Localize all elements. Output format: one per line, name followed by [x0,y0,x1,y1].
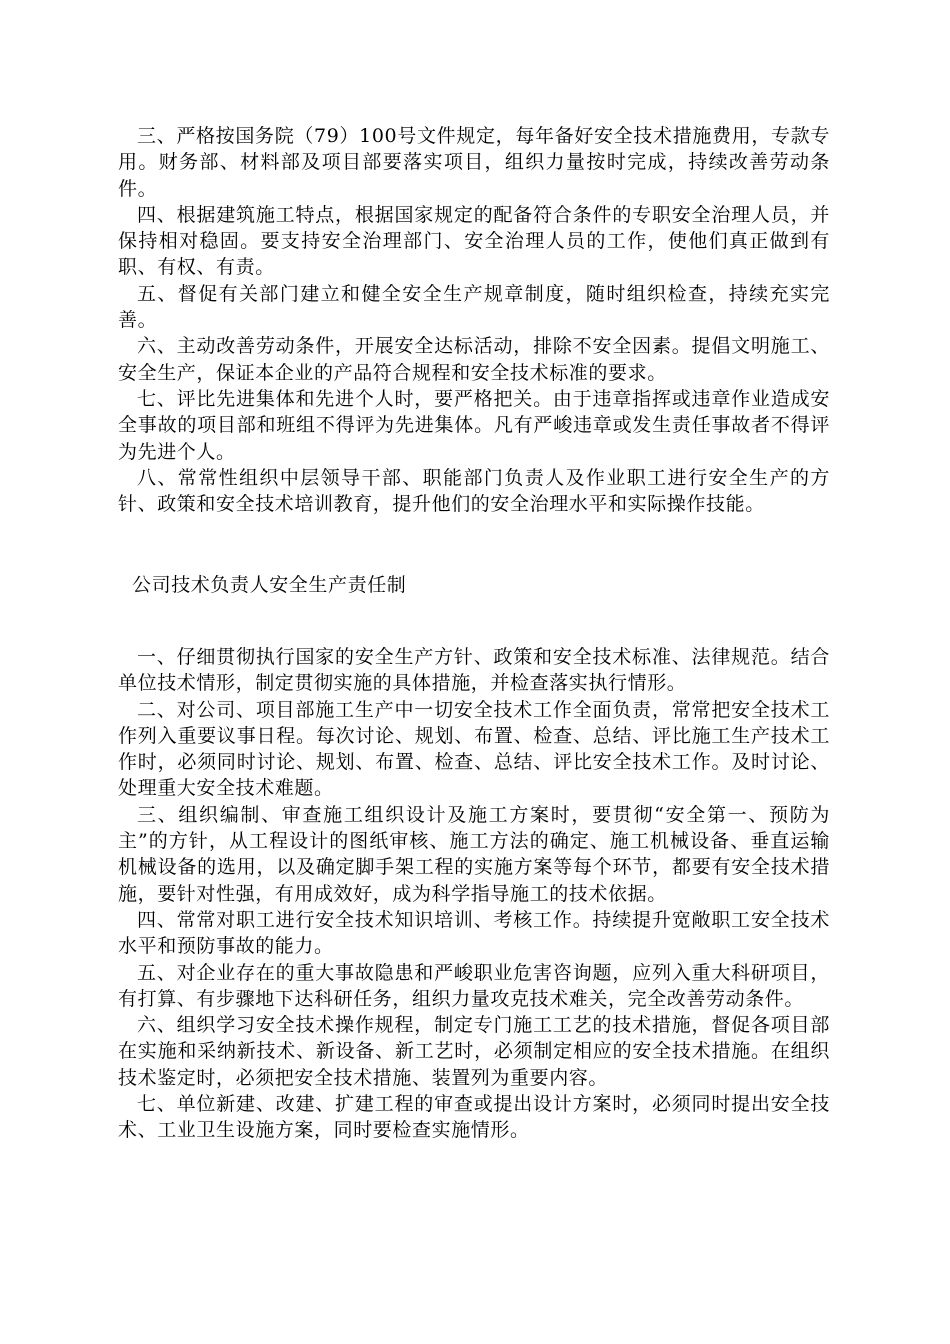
paragraph-item-1: 一、仔细贯彻执行国家的安全生产方针、政策和安全技术标准、法律规范。结合单位技术情形，制定贯彻实施的具体措施，并检查落实执行情形。 [118,646,830,695]
paragraph-item-3: 三、组织编制、审查施工组织设计及施工方案时，要贯彻“安全第一、预防为主”的方针，从工程设计的图纸审核、施工方法的确定、施工机械设备、垂直运输机械设备的选用，以及确定脚手架工程的实施方案等每个环节，都要有安全技术措施，要针对性强，有用成效好，成为科学指导施工的技术依据。 [118,803,830,905]
responsibility-list-part-1 [118,123,830,517]
paragraph-item-8: 八、常常性组织中层领导干部、职能部门负责人及作业职工进行安全生产的方针、政策和安全技术培训教育，提升他们的安全治理水平和实际操作技能。 [118,466,830,516]
paragraph-item-3: 三、严格按国务院（79）100号文件规定，每年备好安全技术措施费用，专款专用。财务部、材料部及项目部要落实项目，组织力量按时完成，持续改善劳动条件。 [118,125,830,200]
paragraph-item-5: 五、对企业存在的重大事故隐患和严峻职业危害咨询题，应列入重大科研项目，有打算、有步骤地下达科研任务，组织力量攻克技术难关，完全改善劳动条件。 [118,961,830,1010]
responsibility-list-part-2 [118,644,830,1144]
paragraph-item-4: 四、常常对职工进行安全技术知识培训、考核工作。持续提升宽敞职工安全技术水平和预防事故的能力。 [118,908,830,958]
paragraph-item-7: 七、评比先进集体和先进个人时，要严格把关。由于违章指挥或违章作业造成安全事故的项目部和班组不得评为先进集体。凡有严峻违章或发生责任事故者不得评为先进个人。 [118,387,830,463]
paragraph-item-4: 四、根据建筑施工特点，根据国家规定的配备符合条件的专职安全治理人员，并保持相对稳固。要支持安全治理部门、安全治理人员的工作，使他们真正做到有职、有权、有责。 [118,203,830,279]
paragraph-item-6: 六、组织学习安全技术操作规程，制定专门施工工艺的技术措施，督促各项目部在实施和采纳新技术、新设备、新工艺时，必须制定相应的安全技术措施。在组织技术鉴定时，必须把安全技术措施、装置列为重要内容。 [118,1014,830,1089]
paragraph-item-7: 七、单位新建、改建、扩建工程的审查或提出设计方案时，必须同时提出安全技术、工业卫生设施方案，同时要检查实施情形。 [118,1093,830,1142]
section-heading: 公司技术负责人安全生产责任制 [132,574,407,596]
paragraph-item-6: 六、主动改善劳动条件，开展安全达标活动，排除不安全因素。提倡文明施工、安全生产，保证本企业的产品符合规程和安全技术标准的要求。 [118,335,830,384]
paragraph-item-2: 二、对公司、项目部施工生产中一切安全技术工作全面负责，常常把安全技术工作列入重要议事日程。每次讨论、规划、布置、检查、总结、评比施工生产技术工作时，必须同时讨论、规划、布置、检查、总结、评比安全技术工作。及时讨论、处理重大安全技术难题。 [118,698,830,800]
paragraph-item-5: 五、督促有关部门建立和健全安全生产规章制度，随时组织检查，持续充实完善。 [118,282,830,332]
